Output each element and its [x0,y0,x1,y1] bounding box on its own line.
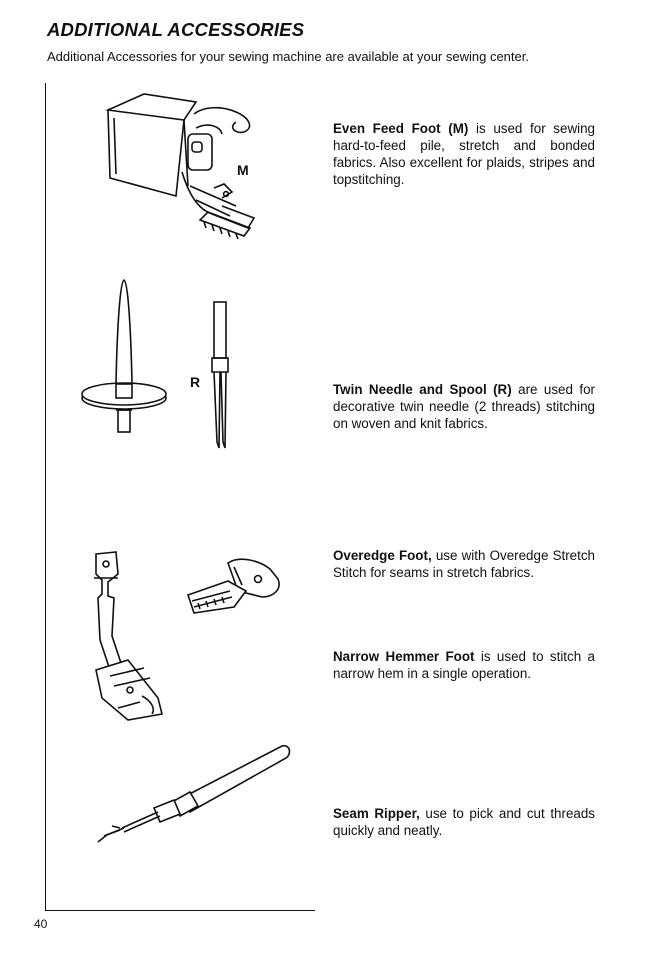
page-title: ADDITIONAL ACCESSORIES [47,19,305,40]
accessory-text: use to pick and cut threads quickly and neatly. [333,806,596,838]
accessory-text: use with Overedge Stretch Stitch for seams in stretch fabrics. [333,548,595,580]
accessory-name: Narrow Hemmer Foot [333,649,475,664]
accessory-text: is used for sewing hard-to-feed pile, stretch and bonded fabrics. Also excellent for plaids, stripes and topstitching. [333,121,595,187]
page-number: 40 [34,917,48,931]
narrow-hemmer-foot-illustration [88,548,178,723]
narrow-hemmer-foot-description [333,648,595,682]
overedge-foot-description [333,547,595,581]
even-feed-foot-description [333,120,595,188]
twin-needle-spool-label: R [190,374,201,390]
accessory-text: are used for decorative twin needle (2 threads) stitching on woven and knit fabrics. [333,382,595,431]
seam-ripper-description [333,805,595,839]
overedge-foot-illustration [184,555,284,625]
accessory-name: Twin Needle and Spool (R) [333,382,512,397]
even-feed-foot-label: M [237,162,249,178]
twin-needle-spool-description [333,381,595,432]
accessory-name: Overedge Foot, [333,548,432,563]
intro-text: Additional Accessories for your sewing machine are available at your sewing center. [47,49,529,64]
accessory-name: Even Feed Foot (M) [333,121,469,136]
seam-ripper-illustration [94,742,294,848]
accessory-text: is used to stitch a narrow hem in a single operation. [333,649,595,681]
twin-needle-spool-illustration [80,272,260,456]
accessory-name: Seam Ripper, [333,806,420,821]
